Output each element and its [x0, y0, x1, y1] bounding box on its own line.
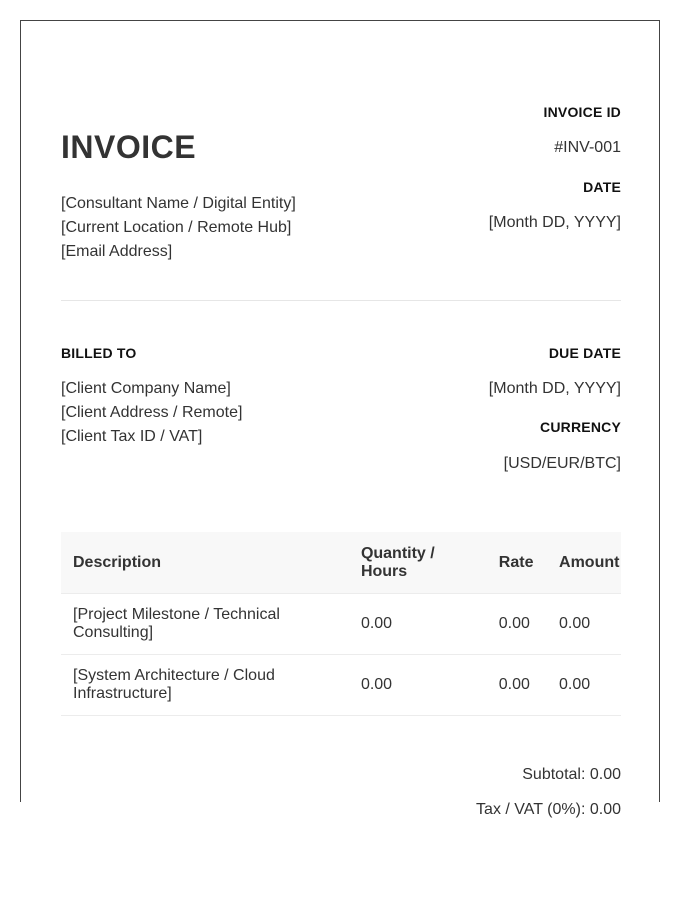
- header-amount: Amount: [547, 532, 621, 594]
- row-quantity: 0.00: [349, 655, 487, 716]
- sender-email: [Email Address]: [61, 243, 173, 260]
- row-description: [System Architecture / Cloud Infrastructure]: [61, 655, 349, 716]
- header-rate: Rate: [487, 532, 547, 594]
- client-company: [Client Company Name]: [61, 380, 231, 397]
- due-date-value: [Month DD, YYYY]: [488, 380, 621, 397]
- client-details: [61, 377, 242, 449]
- totals-block: [476, 757, 621, 827]
- currency-label: CURRENCY: [540, 419, 621, 435]
- due-date-label: DUE DATE: [548, 345, 621, 361]
- row-quantity: 0.00: [349, 594, 487, 655]
- billed-to-label: BILLED TO: [61, 345, 137, 361]
- client-tax-id: [Client Tax ID / VAT]: [61, 428, 203, 445]
- line-items-table: [61, 532, 621, 716]
- invoice-id-label: INVOICE ID: [543, 104, 621, 120]
- row-rate: 0.00: [487, 594, 547, 655]
- header-quantity: Quantity / Hours: [349, 532, 487, 594]
- sender-location: [Current Location / Remote Hub]: [61, 219, 292, 236]
- section-divider: [61, 300, 621, 301]
- client-address: [Client Address / Remote]: [61, 404, 243, 421]
- invoice-title: INVOICE: [61, 129, 197, 165]
- row-amount: 0.00: [547, 655, 621, 716]
- table-header-row: [61, 532, 621, 594]
- sender-name: [Consultant Name / Digital Entity]: [61, 195, 296, 212]
- row-rate: 0.00: [487, 655, 547, 716]
- table-row: [61, 594, 621, 655]
- date-label: DATE: [583, 179, 621, 195]
- row-description: [Project Milestone / Technical Consulting]: [61, 594, 349, 655]
- tax-vat: Tax / VAT (0%): 0.00: [476, 801, 621, 818]
- header-description: Description: [61, 532, 349, 594]
- sender-details: [61, 192, 296, 264]
- currency-value: [USD/EUR/BTC]: [503, 455, 621, 472]
- date-value: [Month DD, YYYY]: [488, 214, 621, 231]
- table-row: [61, 655, 621, 716]
- subtotal: Subtotal: 0.00: [522, 766, 621, 783]
- row-amount: 0.00: [547, 594, 621, 655]
- invoice-id-value: #INV-001: [554, 139, 621, 156]
- invoice-page: [20, 20, 660, 818]
